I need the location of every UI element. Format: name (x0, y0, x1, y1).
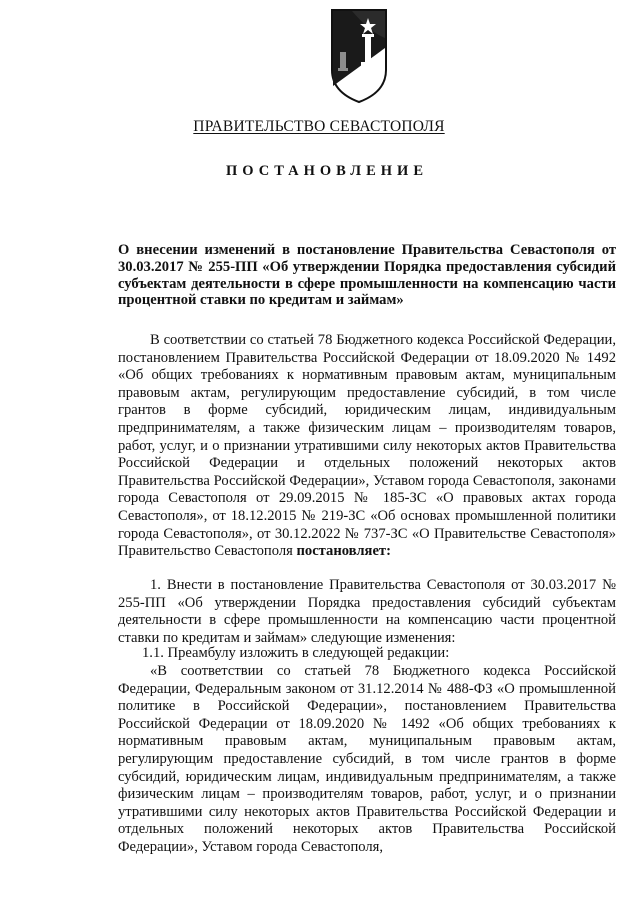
preamble-text: В соответствии со статьей 78 Бюджетного кодекса Российской Федерации, постановлением Правительства Российской Федерации от 18.09.2020 № 1492 «Об общих требованиях к нормативным правовым актам, муниципальным правовым актам, регулирующим предоставление субсидий, в том числе грантов в форме субсидий, юридическим лицам, индивидуальным предпринимателям, а также физическим лицам – производителям товаров, работ, услуг, и о признании утратившими силу некоторых актов Правительства Российской Федерации и отдельных положений некоторых актов Правительства Российской Федерации», Уставом города Севастополя, законами города Севастополя от 29.09.2015 № 185-ЗС «О правовых актах города Севастополя», от 18.12.2015 № 219-ЗС «Об основах промышленной политики города Севастополя», от 30.12.2022 № 737-ЗС «О Правительстве Севастополя» Правительство Севастополя (118, 332, 616, 560)
coat-of-arms-icon (330, 8, 388, 104)
government-title: ПРАВИТЕЛЬСТВО СЕВАСТОПОЛЯ (193, 118, 445, 135)
item-1-paragraph: 1. Внести в постановление Правительства Севастополя от 30.03.2017 № 255-ПП «Об утверждении Порядка предоставления субсидий субъектам деятельности в сфере промышленности на компенсацию части процентной ставки по кредитам и займам» следующие изменения: (118, 577, 616, 646)
item-1-1-paragraph: 1.1. Преамбулу изложить в следующей редакции: (142, 645, 450, 661)
resolves-word: постановляет: (296, 543, 391, 560)
preamble-new-wording: «В соответствии со статьей 78 Бюджетного кодекса Российской Федерации, Федеральным законом от 31.12.2014 № 488-ФЗ «О промышленной политике в Российской Федерации», постановлением Правительства Российской Федерации от 18.09.2020 № 1492 «Об общих требованиях к нормативным правовым актам, муниципальным правовым актам, регулирующим предоставление субсидий, в том числе грантов в форме субсидий, юридическим лицам, индивидуальным предпринимателям, а также физическим лицам – производителям товаров, работ, услуг, и о признании утратившими силу некоторых актов Правительства Российской Федерации и отдельных положений некоторых актов Правительства Российской Федерации», Уставом города Севастополя, (118, 663, 616, 855)
document-type: ПОСТАНОВЛЕНИЕ (225, 163, 428, 179)
preamble-paragraph (118, 332, 616, 561)
document-subject: О внесении изменений в постановление Правительства Севастополя от 30.03.2017 № 255-ПП «Об утверждении Порядка предоставления субсидий субъектам деятельности в сфере промышленности на компенсацию части процентной ставки по кредитам и займам» (118, 242, 616, 309)
